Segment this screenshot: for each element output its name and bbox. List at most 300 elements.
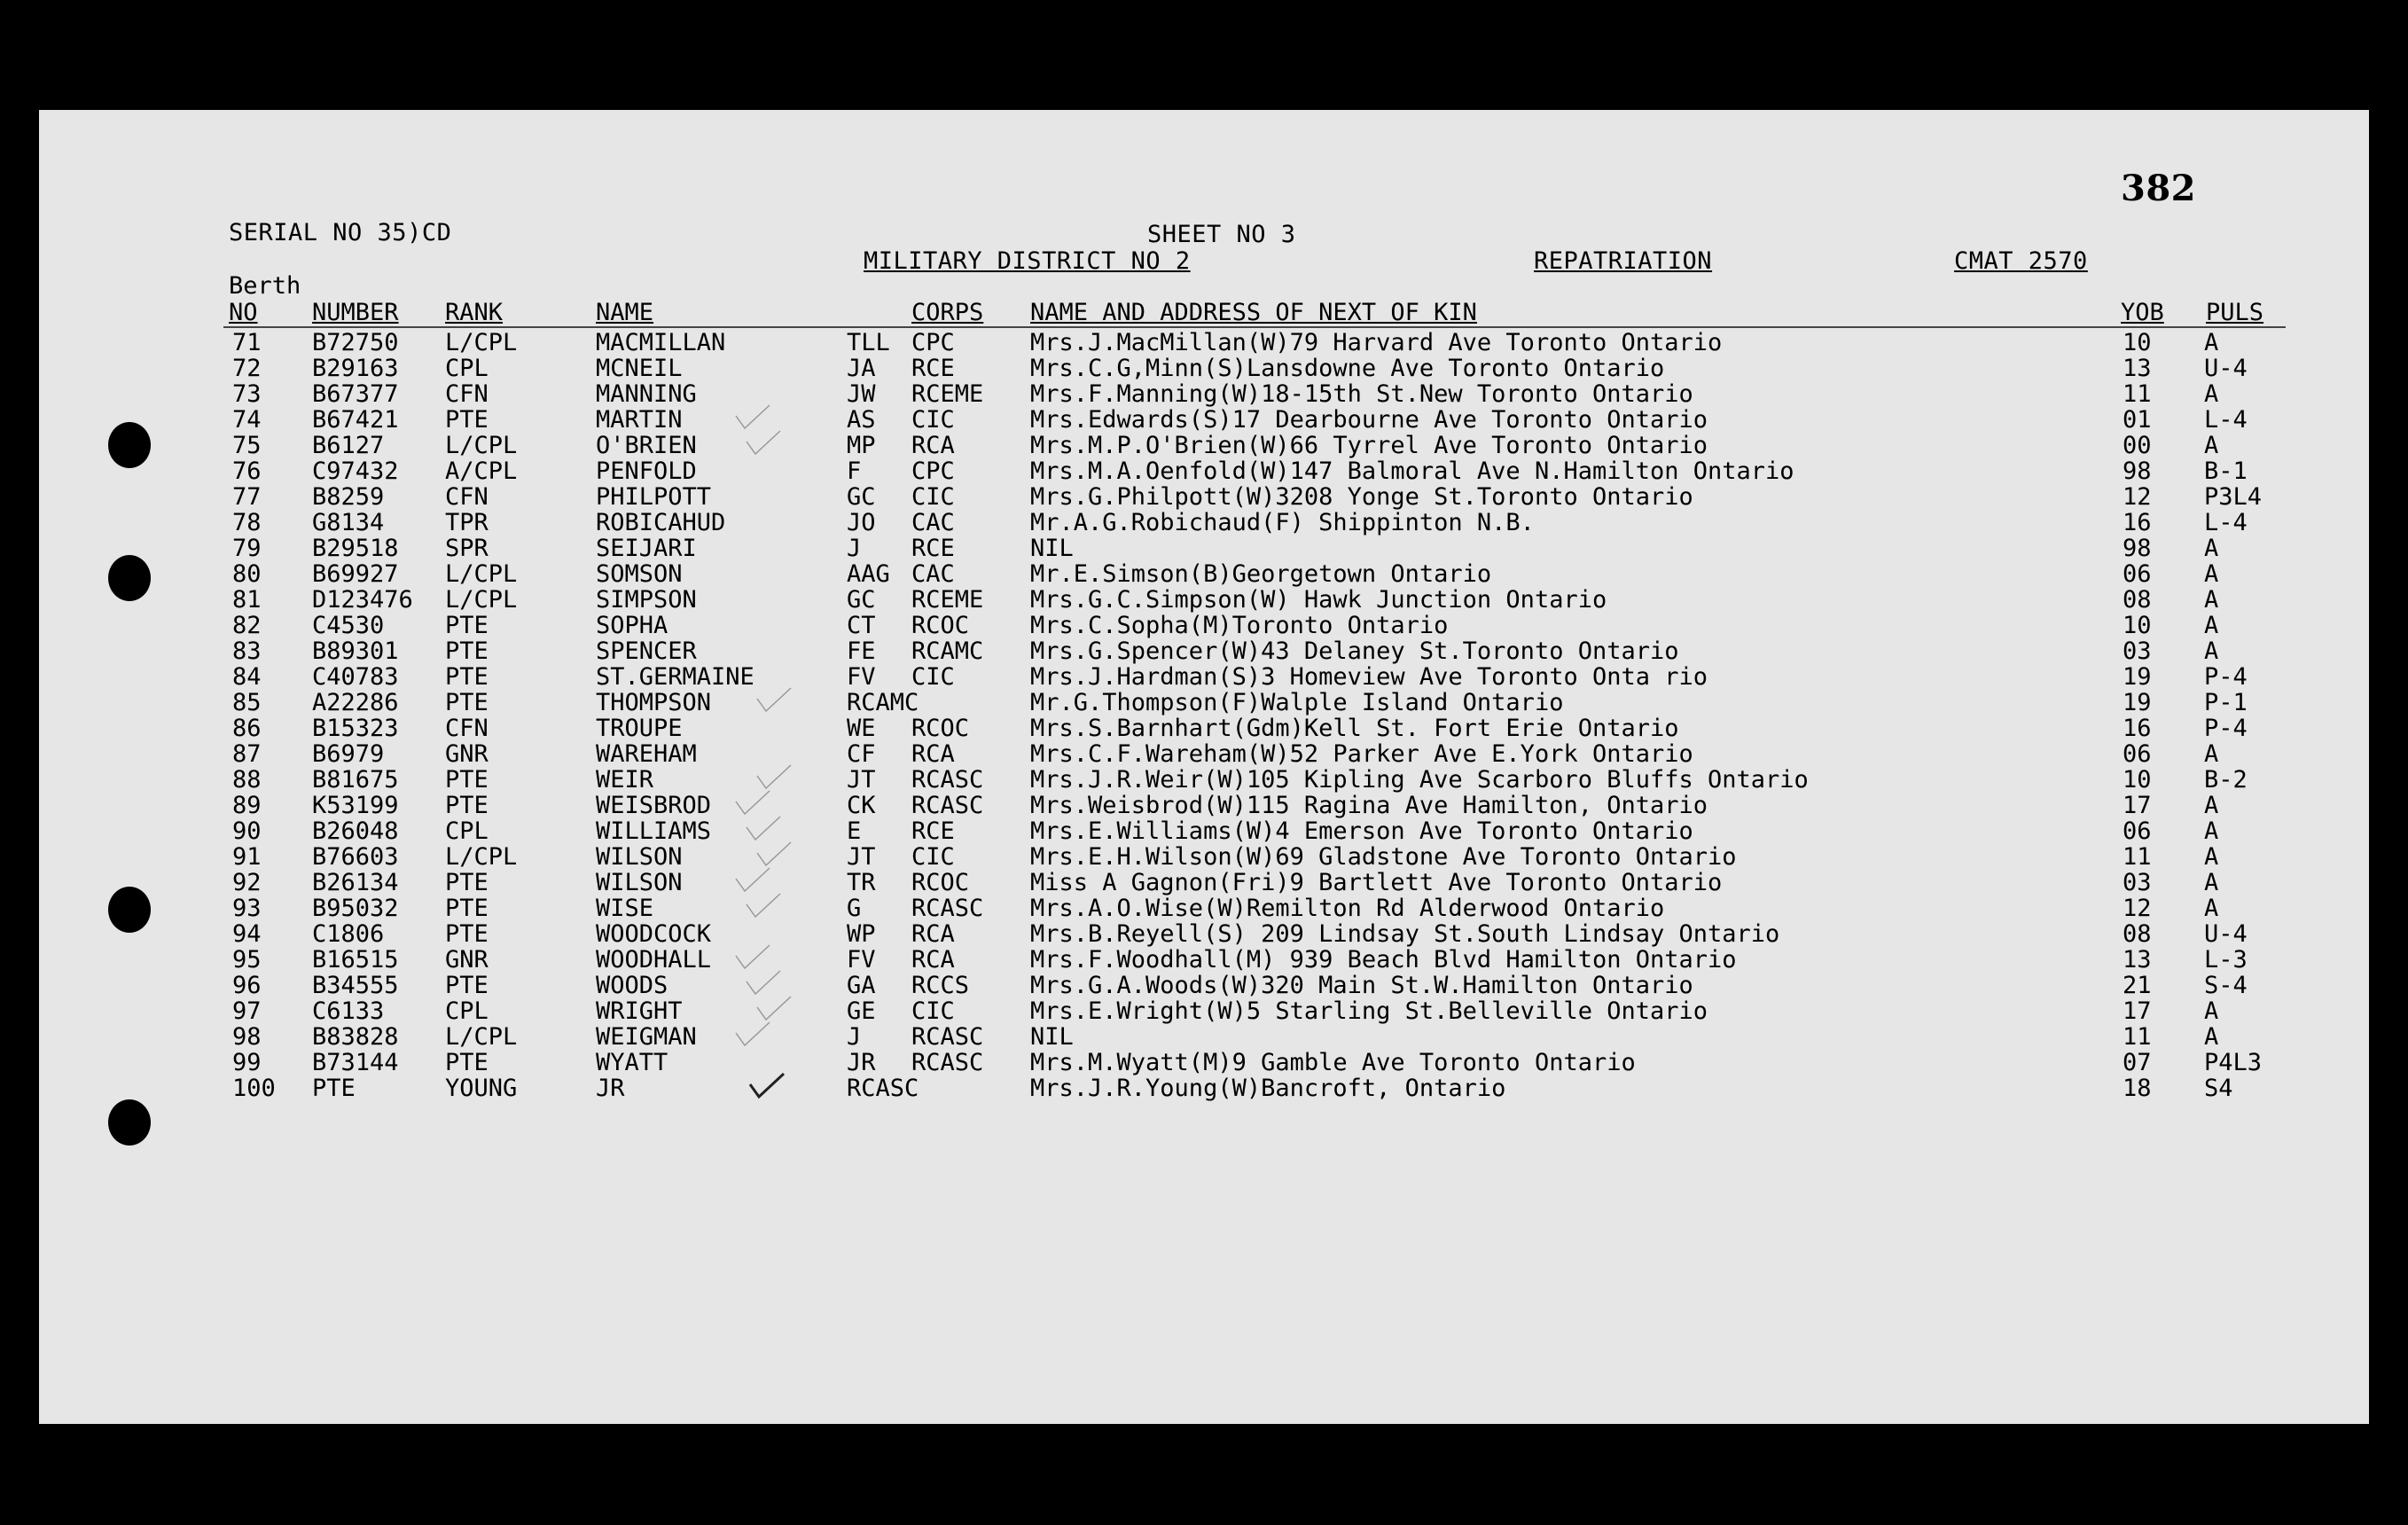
cmat-number: CMAT 2570 — [1954, 247, 2088, 275]
cell-nok: Mr.A.G.Robichaud(F) Shippinton N.B. — [1030, 509, 1535, 536]
cell-puls: L-3 — [2204, 946, 2248, 974]
cell-initials: AS — [847, 406, 876, 434]
number-header: NUMBER — [312, 299, 399, 326]
cell-nok: Mrs.J.R.Weir(W)105 Kipling Ave Scarboro Bluffs Ontario — [1030, 766, 1809, 794]
cell-nok: Mrs.S.Barnhart(Gdm)Kell St. Fort Erie Ontario — [1030, 715, 1679, 742]
cell-no: 77 — [232, 483, 262, 511]
cell-name: WILLIAMS — [596, 817, 712, 845]
cell-name: ROBICAHUD — [596, 509, 726, 536]
cell-no: 76 — [232, 458, 262, 485]
cell-yob: 00 — [2123, 432, 2152, 459]
cell-rank: L/CPL — [445, 586, 518, 614]
cell-no: 91 — [232, 843, 262, 871]
cell-number: B72750 — [312, 329, 399, 356]
cell-no: 87 — [232, 740, 262, 768]
cell-rank: PTE — [445, 972, 489, 999]
cell-initials: TLL — [847, 329, 890, 356]
cell-corps: CIC — [911, 997, 955, 1025]
cell-rank: PTE — [445, 792, 489, 819]
cell-initials: GC — [847, 586, 876, 614]
cell-puls: L-4 — [2204, 509, 2248, 536]
cell-number: C6133 — [312, 997, 385, 1025]
cell-name: TROUPE — [596, 715, 683, 742]
cell-nok: Mrs.G.Philpott(W)3208 Yonge St.Toronto Ontario — [1030, 483, 1693, 511]
cell-number: B16515 — [312, 946, 399, 974]
cell-rank: GNR — [445, 946, 489, 974]
cell-corps: CIC — [911, 483, 955, 511]
cell-nok: Mrs.E.Williams(W)4 Emerson Ave Toronto Ontario — [1030, 817, 1693, 845]
check-mark-icon — [732, 1021, 773, 1049]
cell-puls: A — [2204, 432, 2219, 459]
cell-yob: 16 — [2123, 715, 2152, 742]
cell-corps: RCE — [911, 817, 955, 845]
cell-puls: A — [2204, 997, 2219, 1025]
cell-puls: A — [2204, 740, 2219, 768]
cell-rank: PTE — [445, 406, 489, 434]
cell-name: JR — [596, 1075, 625, 1102]
cell-number: C97432 — [312, 458, 399, 485]
cell-name: PENFOLD — [596, 458, 697, 485]
cell-number: C40783 — [312, 663, 399, 691]
cell-rank: PTE — [445, 869, 489, 896]
check-mark-icon — [754, 686, 794, 715]
cell-puls: A — [2204, 817, 2219, 845]
cell-puls: A — [2204, 612, 2219, 639]
cell-puls: U-4 — [2204, 355, 2248, 382]
cell-yob: 11 — [2123, 843, 2152, 871]
cell-rank: A/CPL — [445, 458, 518, 485]
check-mark-icon — [754, 763, 794, 792]
cell-yob: 07 — [2123, 1049, 2152, 1076]
cell-name: PHILPOTT — [596, 483, 712, 511]
cell-puls: P-1 — [2204, 689, 2248, 716]
cell-initials: WE — [847, 715, 876, 742]
cell-name: SOPHA — [596, 612, 668, 639]
no-header: NO — [229, 299, 258, 326]
cell-name: WAREHAM — [596, 740, 697, 768]
cell-rank: PTE — [445, 1049, 489, 1076]
check-mark-icon — [754, 995, 794, 1023]
cell-nok: NIL — [1030, 535, 1074, 562]
cell-nok: NIL — [1030, 1023, 1074, 1051]
cell-nok: Mrs.Weisbrod(W)115 Ragina Ave Hamilton, Ontario — [1030, 792, 1708, 819]
cell-corps: CIC — [911, 663, 955, 691]
cell-initials: JT — [847, 843, 876, 871]
cell-corps: RCA — [911, 432, 955, 459]
cell-no: 92 — [232, 869, 262, 896]
cell-yob: 01 — [2123, 406, 2152, 434]
puls-header: PULS — [2206, 299, 2264, 326]
cell-initials: J — [847, 535, 862, 562]
cell-no: 96 — [232, 972, 262, 999]
cell-no: 85 — [232, 689, 262, 716]
cell-no: 74 — [232, 406, 262, 434]
cell-yob: 16 — [2123, 509, 2152, 536]
cell-rank: L/CPL — [445, 1023, 518, 1051]
check-mark-icon — [747, 1072, 787, 1100]
cell-number: K53199 — [312, 792, 399, 819]
cell-rank: CFN — [445, 483, 489, 511]
cell-corps: RCEME — [911, 586, 984, 614]
cell-yob: 19 — [2123, 689, 2152, 716]
cell-number: B67377 — [312, 380, 399, 408]
cell-no: 84 — [232, 663, 262, 691]
cell-puls: U-4 — [2204, 920, 2248, 948]
cell-puls: A — [2204, 586, 2219, 614]
punch-hole — [108, 422, 151, 468]
cell-puls: P4L3 — [2204, 1049, 2263, 1076]
cell-nok: Mrs.C.Sopha(M)Toronto Ontario — [1030, 612, 1449, 639]
cell-no: 72 — [232, 355, 262, 382]
cell-number: A22286 — [312, 689, 399, 716]
cell-name: SIMPSON — [596, 586, 697, 614]
cell-no: 88 — [232, 766, 262, 794]
cell-no: 73 — [232, 380, 262, 408]
cell-nok: Mrs.E.Wright(W)5 Starling St.Belleville Ontario — [1030, 997, 1708, 1025]
cell-number: B6127 — [312, 432, 385, 459]
punch-hole — [108, 887, 151, 933]
cell-initials: E — [847, 817, 862, 845]
cell-name: WEIR — [596, 766, 654, 794]
corps-header: CORPS — [911, 299, 984, 326]
cell-corps: RCA — [911, 920, 955, 948]
cell-number: B81675 — [312, 766, 399, 794]
cell-no: 78 — [232, 509, 262, 536]
cell-corps: RCA — [911, 740, 955, 768]
cell-rank: PTE — [445, 766, 489, 794]
cell-name: SPENCER — [596, 637, 697, 665]
cell-puls: B-2 — [2204, 766, 2248, 794]
rank-header: RANK — [445, 299, 504, 326]
cell-rank: PTE — [445, 895, 489, 922]
cell-name: SOMSON — [596, 560, 683, 588]
cell-corps: CIC — [911, 406, 955, 434]
cell-name: WRIGHT — [596, 997, 683, 1025]
cell-puls: A — [2204, 380, 2219, 408]
cell-yob: 98 — [2123, 535, 2152, 562]
cell-no: 98 — [232, 1023, 262, 1051]
cell-name: WEISBROD — [596, 792, 712, 819]
cell-name: WILSON — [596, 869, 683, 896]
cell-initials: JT — [847, 766, 876, 794]
cell-number: B83828 — [312, 1023, 399, 1051]
cell-initials: FV — [847, 946, 876, 974]
cell-initials: JA — [847, 355, 876, 382]
cell-yob: 11 — [2123, 1023, 2152, 1051]
cell-no: 90 — [232, 817, 262, 845]
cell-rank: L/CPL — [445, 432, 518, 459]
cell-number: C4530 — [312, 612, 385, 639]
cell-rank: YOUNG — [445, 1075, 518, 1102]
cell-rank: CPL — [445, 817, 489, 845]
cell-nok: Mrs.C.G,Minn(S)Lansdowne Ave Toronto Ontario — [1030, 355, 1665, 382]
cell-puls: A — [2204, 560, 2219, 588]
cell-no: 97 — [232, 997, 262, 1025]
cell-no: 83 — [232, 637, 262, 665]
cell-nok: Mr.G.Thompson(F)Walple Island Ontario — [1030, 689, 1564, 716]
cell-name: MARTIN — [596, 406, 683, 434]
cell-initials: GE — [847, 997, 876, 1025]
cell-initials: FE — [847, 637, 876, 665]
cell-number: D123476 — [312, 586, 413, 614]
cell-nok: Mrs.F.Manning(W)18-15th St.New Toronto Ontario — [1030, 380, 1693, 408]
cell-nok: Mrs.J.Hardman(S)3 Homeview Ave Toronto Onta rio — [1030, 663, 1708, 691]
cell-puls: S4 — [2204, 1075, 2233, 1102]
cell-initials: J — [847, 1023, 862, 1051]
cell-name: WISE — [596, 895, 654, 922]
cell-nok: Mrs.B.Reyell(S) 209 Lindsay St.South Lindsay Ontario — [1030, 920, 1780, 948]
cell-nok: Miss A Gagnon(Fri)9 Bartlett Ave Toronto Ontario — [1030, 869, 1723, 896]
cell-number: B69927 — [312, 560, 399, 588]
cell-number: C1806 — [312, 920, 385, 948]
cell-no: 81 — [232, 586, 262, 614]
cell-nok: Mr.E.Simson(B)Georgetown Ontario — [1030, 560, 1492, 588]
page-number: 382 — [2121, 168, 2196, 209]
cell-initials: WP — [847, 920, 876, 948]
cell-yob: 08 — [2123, 920, 2152, 948]
cell-nok: Mrs.F.Woodhall(M) 939 Beach Blvd Hamilton Ontario — [1030, 946, 1737, 974]
cell-yob: 17 — [2123, 997, 2152, 1025]
cell-no: 79 — [232, 535, 262, 562]
cell-rank: L/CPL — [445, 560, 518, 588]
cell-initials: JW — [847, 380, 876, 408]
cell-number: B8259 — [312, 483, 385, 511]
repatriation-label: REPATRIATION — [1534, 247, 1713, 275]
cell-yob: 17 — [2123, 792, 2152, 819]
cell-name: ST.GERMAINE — [596, 663, 754, 691]
cell-puls: A — [2204, 843, 2219, 871]
cell-number: B67421 — [312, 406, 399, 434]
cell-corps: CIC — [911, 843, 955, 871]
cell-puls: A — [2204, 869, 2219, 896]
cell-yob: 98 — [2123, 458, 2152, 485]
cell-corps: RCCS — [911, 972, 970, 999]
cell-corps: RCE — [911, 535, 955, 562]
cell-yob: 10 — [2123, 329, 2152, 356]
cell-corps: RCEME — [911, 380, 984, 408]
cell-initials: MP — [847, 432, 876, 459]
cell-yob: 11 — [2123, 380, 2152, 408]
cell-corps: RCAMC — [911, 637, 984, 665]
cell-nok: Mrs.M.Wyatt(M)9 Gamble Ave Toronto Ontario — [1030, 1049, 1636, 1076]
cell-corps: RCASC — [911, 792, 984, 819]
cell-nok: Mrs.J.MacMillan(W)79 Harvard Ave Toronto Ontario — [1030, 329, 1723, 356]
cell-corps: CAC — [911, 509, 955, 536]
cell-rank: CPL — [445, 355, 489, 382]
cell-name: MANNING — [596, 380, 697, 408]
check-mark-icon — [743, 815, 784, 843]
cell-corps: RCOC — [911, 715, 970, 742]
cell-yob: 13 — [2123, 355, 2152, 382]
name-header: NAME — [596, 299, 654, 326]
cell-puls: S-4 — [2204, 972, 2248, 999]
cell-yob: 03 — [2123, 637, 2152, 665]
cell-corps: RCOC — [911, 612, 970, 639]
cell-name: WOODHALL — [596, 946, 712, 974]
check-mark-icon — [743, 429, 784, 458]
cell-number: B95032 — [312, 895, 399, 922]
cell-yob: 08 — [2123, 586, 2152, 614]
punch-hole — [108, 1099, 151, 1146]
cell-puls: P-4 — [2204, 663, 2248, 691]
cell-name: SEIJARI — [596, 535, 697, 562]
cell-puls: A — [2204, 895, 2219, 922]
cell-rank: TPR — [445, 509, 489, 536]
cell-number: B73144 — [312, 1049, 399, 1076]
cell-rank: CPL — [445, 997, 489, 1025]
cell-name: THOMPSON — [596, 689, 712, 716]
cell-initials: RCAMC — [847, 689, 919, 716]
check-mark-icon — [743, 969, 784, 997]
cell-name: MACMILLAN — [596, 329, 726, 356]
cell-nok: Mrs.J.R.Young(W)Bancroft, Ontario — [1030, 1075, 1506, 1102]
cell-rank: PTE — [445, 637, 489, 665]
cell-rank: L/CPL — [445, 329, 518, 356]
cell-nok: Mrs.Edwards(S)17 Dearbourne Ave Toronto Ontario — [1030, 406, 1708, 434]
cell-rank: GNR — [445, 740, 489, 768]
cell-corps: RCASC — [911, 1049, 984, 1076]
cell-rank: SPR — [445, 535, 489, 562]
cell-name: MCNEIL — [596, 355, 683, 382]
cell-nok: Mrs.G.Spencer(W)43 Delaney St.Toronto Ontario — [1030, 637, 1679, 665]
cell-yob: 21 — [2123, 972, 2152, 999]
cell-initials: CF — [847, 740, 876, 768]
cell-number: B29518 — [312, 535, 399, 562]
cell-corps: CAC — [911, 560, 955, 588]
cell-initials: JR — [847, 1049, 876, 1076]
cell-puls: P-4 — [2204, 715, 2248, 742]
cell-corps: RCASC — [911, 1023, 984, 1051]
sheet-number: SHEET NO 3 — [1147, 221, 1296, 248]
cell-yob: 18 — [2123, 1075, 2152, 1102]
cell-yob: 03 — [2123, 869, 2152, 896]
cell-yob: 06 — [2123, 740, 2152, 768]
cell-nok: Mrs.M.A.Oenfold(W)147 Balmoral Ave N.Hamilton Ontario — [1030, 458, 1794, 485]
cell-rank: PTE — [445, 612, 489, 639]
cell-nok: Mrs.G.C.Simpson(W) Hawk Junction Ontario — [1030, 586, 1607, 614]
cell-puls: L-4 — [2204, 406, 2248, 434]
cell-nok: Mrs.A.O.Wise(W)Remilton Rd Alderwood Ontario — [1030, 895, 1665, 922]
cell-initials: GC — [847, 483, 876, 511]
serial-number: SERIAL NO 35)CD — [229, 219, 452, 246]
check-mark-icon — [732, 789, 773, 817]
cell-number: B29163 — [312, 355, 399, 382]
cell-puls: A — [2204, 535, 2219, 562]
cell-rank: PTE — [445, 920, 489, 948]
cell-no: 99 — [232, 1049, 262, 1076]
cell-puls: A — [2204, 637, 2219, 665]
cell-number: B6979 — [312, 740, 385, 768]
cell-yob: 19 — [2123, 663, 2152, 691]
cell-name: WOODCOCK — [596, 920, 712, 948]
cell-no: 95 — [232, 946, 262, 974]
cell-initials: RCASC — [847, 1075, 919, 1102]
cell-puls: P3L4 — [2204, 483, 2263, 511]
cell-initials: AAG — [847, 560, 890, 588]
cell-no: 93 — [232, 895, 262, 922]
cell-yob: 06 — [2123, 560, 2152, 588]
cell-corps: RCASC — [911, 895, 984, 922]
cell-number: B76603 — [312, 843, 399, 871]
cell-rank: PTE — [445, 689, 489, 716]
cell-name: WOODS — [596, 972, 668, 999]
cell-puls: A — [2204, 329, 2219, 356]
cell-no: 100 — [232, 1075, 276, 1102]
cell-puls: A — [2204, 792, 2219, 819]
cell-corps: RCE — [911, 355, 955, 382]
cell-initials: G — [847, 895, 862, 922]
cell-initials: JO — [847, 509, 876, 536]
cell-corps: CPC — [911, 329, 955, 356]
cell-corps: CPC — [911, 458, 955, 485]
cell-rank: CFN — [445, 380, 489, 408]
cell-no: 94 — [232, 920, 262, 948]
punch-hole — [108, 555, 151, 601]
berth-header: Berth — [229, 272, 301, 300]
header-rule — [223, 326, 2286, 328]
cell-corps: RCASC — [911, 766, 984, 794]
cell-number: B26048 — [312, 817, 399, 845]
cell-number: B34555 — [312, 972, 399, 999]
check-mark-icon — [732, 866, 773, 895]
cell-yob: 10 — [2123, 612, 2152, 639]
cell-initials: CK — [847, 792, 876, 819]
check-mark-icon — [754, 841, 794, 869]
cell-number: B89301 — [312, 637, 399, 665]
cell-no: 75 — [232, 432, 262, 459]
cell-no: 89 — [232, 792, 262, 819]
cell-initials: F — [847, 458, 862, 485]
cell-initials: GA — [847, 972, 876, 999]
cell-name: O'BRIEN — [596, 432, 697, 459]
cell-initials: CT — [847, 612, 876, 639]
cell-number: G8134 — [312, 509, 385, 536]
cell-yob: 13 — [2123, 946, 2152, 974]
cell-puls: B-1 — [2204, 458, 2248, 485]
cell-rank: PTE — [445, 663, 489, 691]
cell-name: WYATT — [596, 1049, 668, 1076]
cell-nok: Mrs.C.F.Wareham(W)52 Parker Ave E.York Ontario — [1030, 740, 1693, 768]
cell-nok: Mrs.E.H.Wilson(W)69 Gladstone Ave Toronto Ontario — [1030, 843, 1737, 871]
cell-yob: 10 — [2123, 766, 2152, 794]
cell-initials: TR — [847, 869, 876, 896]
cell-name: WILSON — [596, 843, 683, 871]
cell-puls: A — [2204, 1023, 2219, 1051]
check-mark-icon — [743, 892, 784, 920]
cell-name: WEIGMAN — [596, 1023, 697, 1051]
cell-no: 71 — [232, 329, 262, 356]
military-district: MILITARY DISTRICT NO 2 — [864, 247, 1191, 275]
cell-number: B26134 — [312, 869, 399, 896]
cell-corps: RCOC — [911, 869, 970, 896]
cell-initials: FV — [847, 663, 876, 691]
cell-yob: 06 — [2123, 817, 2152, 845]
cell-no: 86 — [232, 715, 262, 742]
cell-yob: 12 — [2123, 895, 2152, 922]
cell-number: PTE — [312, 1075, 356, 1102]
yob-header: YOB — [2121, 299, 2164, 326]
check-mark-icon — [732, 403, 773, 432]
cell-corps: RCA — [911, 946, 955, 974]
cell-no: 82 — [232, 612, 262, 639]
cell-yob: 12 — [2123, 483, 2152, 511]
cell-number: B15323 — [312, 715, 399, 742]
check-mark-icon — [732, 943, 773, 972]
cell-no: 80 — [232, 560, 262, 588]
cell-rank: CFN — [445, 715, 489, 742]
nok-header: NAME AND ADDRESS OF NEXT OF KIN — [1030, 299, 1477, 326]
cell-rank: L/CPL — [445, 843, 518, 871]
